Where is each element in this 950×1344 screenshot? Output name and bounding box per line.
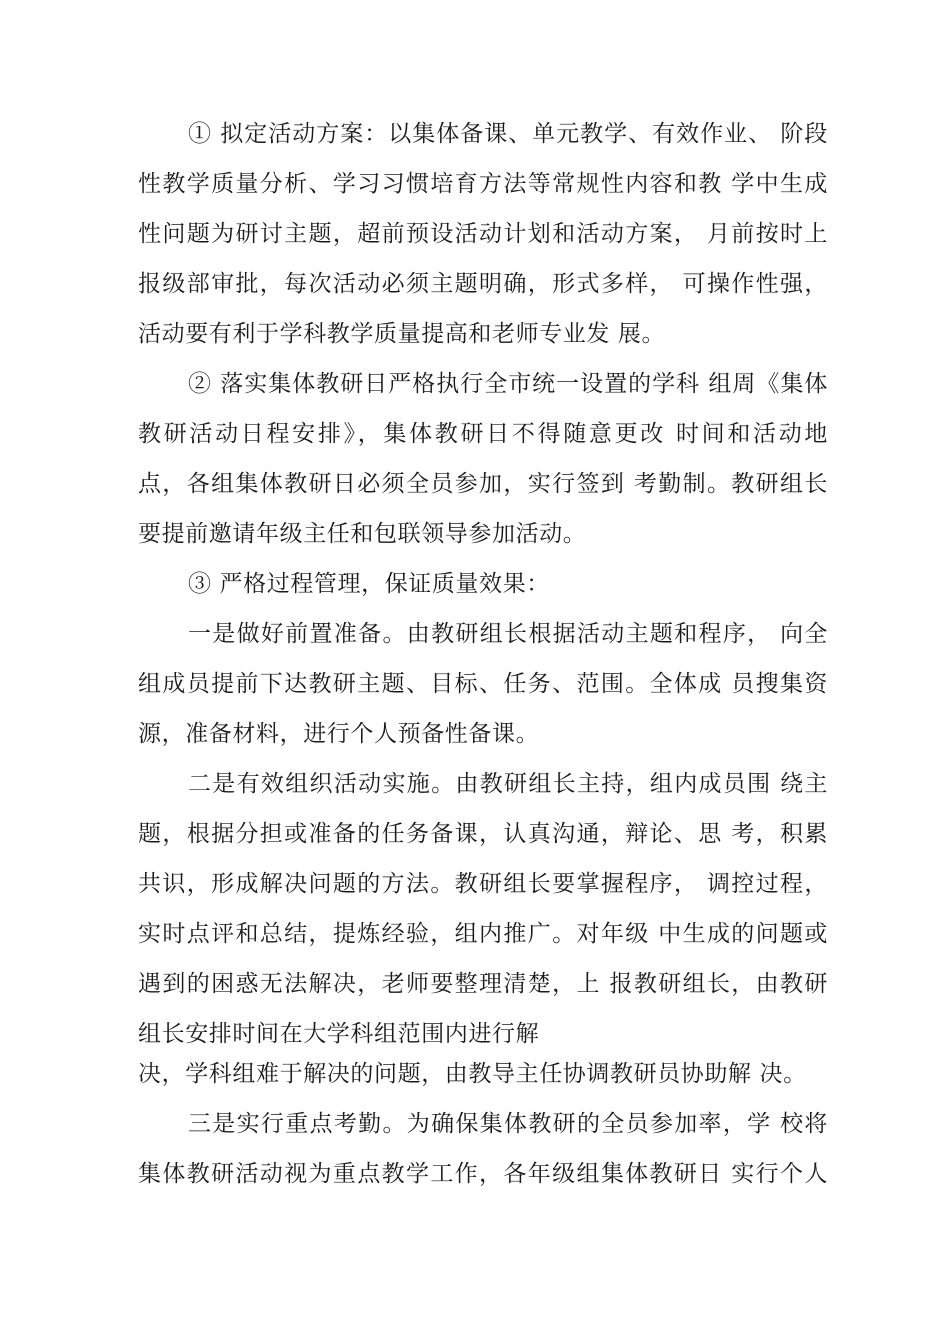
paragraph-2-line-2: 教研活动日程安排》，集体教研日不得随意更改 时间和活动地 [138,421,828,447]
paragraph-2-line-3: 点，各组集体教研日必须全员参加，实行签到 考勤制。教研组长 [138,471,828,497]
paragraph-4-line-1: 一是做好前置准备。由教研组长根据活动主题和程序， 向全 [188,621,828,647]
paragraph-2-line-1: ② 落实集体教研日严格执行全市统一设置的学科 组周《集体 [188,371,828,397]
paragraph-5-line-5: 遇到的困惑无法解决，老师要整理清楚，上 报教研组长，由教研 [138,971,828,997]
paragraph-1-line-5: 活动要有利于学科教学质量提高和老师专业发 展。 [138,321,666,347]
paragraph-1-line-4: 报级部审批，每次活动必须主题明确，形式多样， 可操作性强， [138,271,828,297]
paragraph-2-line-4: 要提前邀请年级主任和包联领导参加活动。 [138,521,587,547]
paragraph-4-line-2: 组成员提前下达教研主题、目标、任务、范围。全体成 员搜集资 [138,671,828,697]
paragraph-5-line-2: 题，根据分担或准备的任务备课，认真沟通，辩论、思 考，积累 [138,821,828,847]
paragraph-1-line-3: 性问题为研讨主题，超前预设活动计划和活动方案， 月前按时上 [138,221,828,247]
paragraph-6-line-1: 三是实行重点考勤。为确保集体教研的全员参加率，学 校将 [188,1111,828,1137]
paragraph-3-line-1: ③ 严格过程管理，保证质量效果： [188,571,550,597]
paragraph-5-line-1: 二是有效组织活动实施。由教研组长主持，组内成员围 绕主 [188,771,828,797]
paragraph-1-line-2: 性教学质量分析、学习习惯培育方法等常规性内容和教 学中生成 [138,171,828,197]
paragraph-5-line-7: 决，学科组难于解决的问题，由教导主任协调教研员协助解 决。 [138,1061,807,1087]
paragraph-5-line-4: 实时点评和总结，提炼经验，组内推广。对年级 中生成的问题或 [138,921,828,947]
paragraph-1-line-1: ① 拟定活动方案：以集体备课、单元教学、有效作业、 阶段 [188,121,828,147]
paragraph-5-line-3: 共识，形成解决问题的方法。教研组长要掌握程序， 调控过程， [138,871,828,897]
paragraph-6-line-2: 集体教研活动视为重点教学工作，各年级组集体教研日 实行个人 [138,1161,828,1187]
paragraph-5-line-6: 组长安排时间在大学科组范围内进行解 [138,1021,540,1047]
paragraph-4-line-3: 源，准备材料，进行个人预备性备课。 [138,721,540,747]
